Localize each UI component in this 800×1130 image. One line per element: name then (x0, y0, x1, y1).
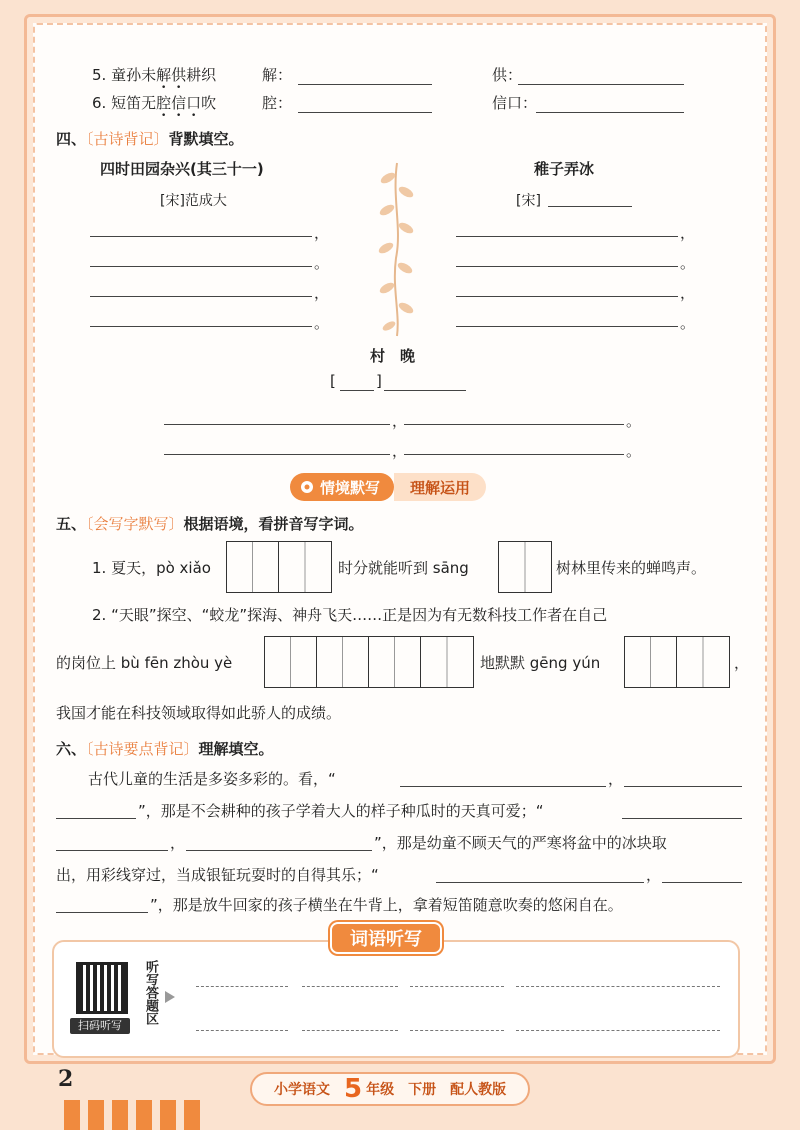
dictation-blank[interactable] (302, 1030, 398, 1031)
poem3-bracket-open: [ (330, 372, 336, 390)
answer-blank[interactable] (56, 850, 168, 851)
flower-icon (300, 480, 314, 494)
answer-blank[interactable] (622, 818, 742, 819)
q6-p4b: ， (646, 866, 662, 884)
punctuation: ， (314, 224, 330, 242)
punctuation: ， (680, 284, 696, 302)
punctuation: ， (392, 412, 408, 430)
punctuation: 。 (680, 314, 696, 332)
q5-s2-b: 地默默 gēng yún (480, 654, 601, 672)
answer-blank[interactable] (90, 266, 312, 267)
footer-subject: 小学语文 (274, 1082, 330, 1098)
q3-item5: 5. 童孙未解供耕织 (92, 66, 217, 84)
footer-badge (250, 1072, 530, 1106)
answer-blank[interactable] (456, 326, 678, 327)
poem1-title: 四时田园杂兴(其三十一) (100, 160, 264, 178)
answer-blank[interactable] (436, 882, 644, 883)
answer-blank[interactable] (186, 850, 372, 851)
answer-blank[interactable] (404, 454, 624, 455)
q6-p4a: 出，用彩线穿过，当成银钲玩耍时的自得其乐；“ (56, 866, 379, 884)
answer-blank[interactable] (404, 424, 624, 425)
answer-blank[interactable] (340, 390, 374, 391)
poem3-bracket-close: ] (376, 372, 382, 390)
q5-s2-a: 的岗位上 bù fēn zhòu yè (56, 654, 233, 672)
poem2-dynasty: [宋] (516, 193, 541, 209)
decorative-stripes (64, 1100, 200, 1130)
vine-decoration-icon (372, 158, 422, 338)
punctuation: 。 (626, 442, 642, 460)
q5-s2-line1: 2. “天眼”探空、“蛟龙”探海、神舟飞天……正是因为有无数科技工作者在自己 (92, 606, 608, 624)
q3-item5-label1: 解： (262, 66, 293, 84)
answer-blank[interactable] (548, 206, 632, 207)
scan-label: 扫码听写 (70, 1018, 130, 1034)
dictation-blank[interactable] (516, 986, 720, 987)
answer-blank[interactable] (298, 112, 432, 113)
footer-edition: 配人教版 (450, 1082, 507, 1098)
q5-s2-line3: 我国才能在科技领域取得如此骄人的成绩。 (56, 704, 342, 722)
answer-blank[interactable] (456, 296, 678, 297)
answer-blank[interactable] (518, 84, 684, 85)
answer-blank[interactable] (400, 786, 606, 787)
q6-p1a: 古代儿童的生活是多姿多彩的。看，“ (88, 770, 336, 788)
dictation-blank[interactable] (302, 986, 398, 987)
q5-heading: 五、〔会写字默写〕根据语境，看拼音写字词。 (56, 515, 364, 533)
char-grid[interactable] (226, 541, 332, 593)
poem3-title: 村 晚 (370, 347, 416, 365)
footer-term: 下册 (408, 1082, 437, 1098)
qr-code-icon[interactable] (76, 962, 128, 1014)
q6-p3b: ”，那是幼童不顾天气的严寒将盆中的冰块取 (374, 834, 667, 852)
punctuation: 。 (680, 254, 696, 272)
answer-blank[interactable] (164, 454, 390, 455)
punctuation: ， (392, 442, 408, 460)
dictation-blank[interactable] (410, 986, 504, 987)
q3-item5-label2: 供： (492, 66, 523, 84)
vertical-label: 听写答题区 (143, 960, 158, 1025)
char-grid[interactable] (624, 636, 730, 688)
answer-blank[interactable] (456, 266, 678, 267)
q3-item6: 6. 短笛无腔信口吹 (92, 94, 217, 112)
q5-s2-c: ， (734, 654, 750, 672)
punctuation: 。 (314, 314, 330, 332)
q6-p2: ”，那是不会耕种的孩子学着大人的样子种瓜时的天真可爱；“ (138, 802, 544, 820)
banner-right: 理解运用 (394, 473, 486, 501)
q6-p1b: ， (608, 770, 624, 788)
char-grid[interactable] (264, 636, 474, 688)
footer-grade: 年级 (366, 1082, 395, 1098)
q3-item6-label1: 腔： (262, 94, 293, 112)
q6-p5: ”，那是放牛回家的孩子横坐在牛背上，拿着短笛随意吹奏的悠闲自在。 (150, 896, 623, 914)
dictation-blank[interactable] (196, 1030, 288, 1031)
q6-heading: 六、〔古诗要点背记〕理解填空。 (56, 740, 274, 758)
play-arrow-icon (164, 990, 176, 1004)
answer-blank[interactable] (456, 236, 678, 237)
footer-grade-num: 5 (344, 1074, 363, 1104)
poem2-title: 稚子弄冰 (534, 160, 595, 178)
punctuation: 。 (314, 254, 330, 272)
poem1-author: [宋]范成大 (160, 193, 227, 209)
answer-blank[interactable] (90, 236, 312, 237)
answer-blank[interactable] (298, 84, 432, 85)
answer-blank[interactable] (164, 424, 390, 425)
q5-s1-b: 时分就能听到 sāng (338, 559, 469, 577)
q4-heading: 四、〔古诗背记〕背默填空。 (56, 130, 244, 148)
q3-item6-label2: 信口： (492, 94, 538, 112)
answer-blank[interactable] (536, 112, 684, 113)
answer-blank[interactable] (56, 818, 136, 819)
answer-blank[interactable] (90, 296, 312, 297)
char-grid[interactable] (498, 541, 552, 593)
dictation-blank[interactable] (516, 1030, 720, 1031)
banner-left: 情境默写 (290, 473, 394, 501)
dictation-title: 词语听写 (330, 922, 442, 954)
punctuation: 。 (626, 412, 642, 430)
answer-blank[interactable] (56, 912, 148, 913)
punctuation: ， (314, 284, 330, 302)
punctuation: ， (680, 224, 696, 242)
answer-blank[interactable] (624, 786, 742, 787)
section-banner (290, 473, 486, 501)
answer-blank[interactable] (384, 390, 466, 391)
page-number: 2 (58, 1066, 74, 1092)
answer-blank[interactable] (662, 882, 742, 883)
dictation-blank[interactable] (196, 986, 288, 987)
q6-p3a: ， (170, 834, 186, 852)
q5-s1-a: 1. 夏天，pò xiǎo (92, 559, 211, 577)
q5-s1-c: 树林里传来的蝉鸣声。 (556, 559, 707, 577)
dictation-blank[interactable] (410, 1030, 504, 1031)
answer-blank[interactable] (90, 326, 312, 327)
